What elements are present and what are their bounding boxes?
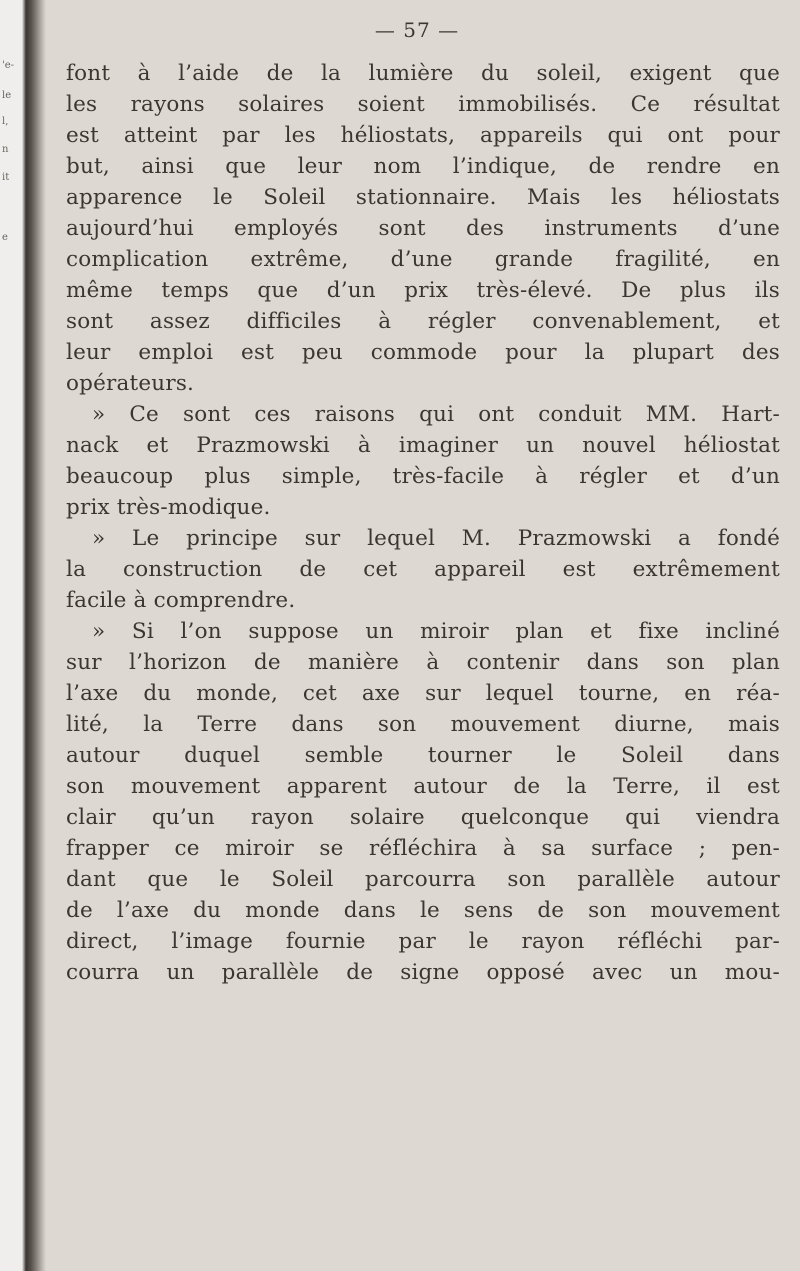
text-line: est atteint par les héliostats, appareils qui ont pour — [66, 123, 780, 148]
text-line: » Le principe sur lequel M. Prazmowski a fondé — [92, 526, 780, 551]
text-line: la construction de cet appareil est extrêmement — [66, 557, 780, 582]
book-page — [66, 16, 780, 988]
text-line: dant que le Soleil parcourra son parallèle autour — [66, 867, 780, 892]
text-line: direct, l’image fournie par le rayon réfléchi par- — [66, 929, 780, 954]
text-line: opérateurs. — [66, 371, 195, 396]
text-line: frapper ce miroir se réfléchira à sa surface ; pen- — [66, 836, 780, 861]
edge-mark: e — [2, 232, 8, 243]
text-line: l’axe du monde, cet axe sur lequel tourne, en réa- — [66, 681, 780, 706]
text-line: les rayons solaires soient immobilisés. Ce résultat — [66, 92, 780, 117]
text-line: but, ainsi que leur nom l’indique, de rendre en — [66, 154, 780, 179]
edge-mark: le — [2, 90, 12, 101]
text-line: même temps que d’un prix très-élevé. De plus ils — [66, 278, 780, 303]
text-line: prix très-modique. — [66, 495, 271, 520]
text-line: de l’axe du monde dans le sens de son mouvement — [66, 898, 780, 923]
binding-edge-marks — [0, 60, 20, 270]
edge-mark: 'e- — [2, 60, 15, 71]
text-line: nack et Prazmowski à imaginer un nouvel héliostat — [66, 433, 780, 458]
text-line: » Ce sont ces raisons qui ont conduit MM. Hart- — [92, 402, 780, 427]
page-text — [66, 58, 780, 988]
edge-mark: l, — [2, 116, 9, 127]
text-line: aujourd’hui employés sont des instruments d’une — [66, 216, 780, 241]
text-line: complication extrême, d’une grande fragilité, en — [66, 247, 780, 272]
text-line: beaucoup plus simple, très-facile à régler et d’un — [66, 464, 780, 489]
text-line: lité, la Terre dans son mouvement diurne, mais — [66, 712, 780, 737]
text-line: font à l’aide de la lumière du soleil, exigent que — [66, 61, 780, 86]
text-line: sont assez difficiles à régler convenablement, et — [66, 309, 780, 334]
edge-mark: it — [2, 172, 10, 183]
edge-mark: n — [2, 144, 9, 155]
page-number: — 57 — — [374, 18, 460, 42]
text-line: leur emploi est peu commode pour la plupart des — [66, 340, 780, 365]
text-line: autour duquel semble tourner le Soleil dans — [66, 743, 780, 768]
text-line: clair qu’un rayon solaire quelconque qui viendra — [66, 805, 780, 830]
text-line: courra un parallèle de signe opposé avec un mou- — [66, 960, 780, 985]
text-line: facile à comprendre. — [66, 588, 296, 613]
text-line: sur l’horizon de manière à contenir dans son plan — [66, 650, 780, 675]
text-line: » Si l’on suppose un miroir plan et fixe incliné — [92, 619, 780, 644]
text-line: apparence le Soleil stationnaire. Mais les héliostats — [66, 185, 780, 210]
text-line: son mouvement apparent autour de la Terre, il est — [66, 774, 780, 799]
